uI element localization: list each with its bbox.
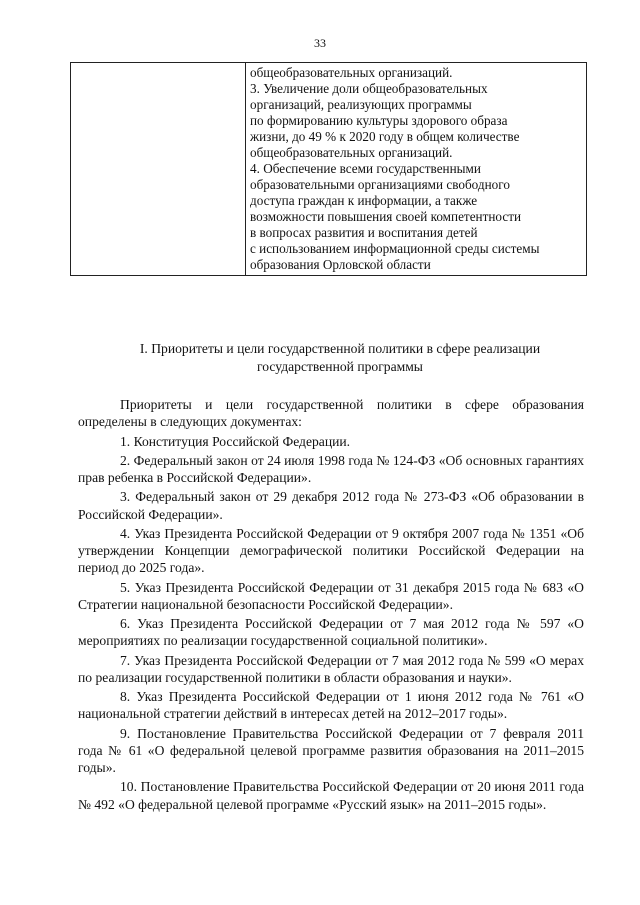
document-list-item: 2. Федеральный закон от 24 июля 1998 года № 124-ФЗ «Об основных гарантиях прав ребенка в Российской Федерации».: [78, 452, 584, 485]
table-line: в вопросах развития и воспитания детей: [250, 225, 478, 240]
table-line: 3. Увеличение доли общеобразовательных: [250, 81, 488, 96]
table-left-cell: [71, 63, 246, 276]
document-list-item: 7. Указ Президента Российской Федерации от 7 мая 2012 года № 599 «О мерах по реализации государственной политики в области образования и науки».: [78, 652, 584, 685]
table-line: общеобразовательных организаций.: [250, 65, 453, 80]
table-line: 4. Обеспечение всеми государственными: [250, 161, 481, 176]
section-heading-line: I. Приоритеты и цели государственной политики в сфере реализации: [139, 341, 541, 356]
document-list-item: 5. Указ Президента Российской Федерации от 31 декабря 2015 года № 683 «О Стратегии национальной безопасности Российской Федерации».: [78, 579, 584, 612]
document-list-item: 1. Конституция Российской Федерации.: [120, 433, 351, 449]
page-number: 33: [314, 36, 326, 50]
document-list-item: 6. Указ Президента Российской Федерации от 7 мая 2012 года № 597 «О мероприятиях по реализации государственной социальной политики».: [78, 616, 584, 649]
document-list-item: 10. Постановление Правительства Российской Федерации от 20 июня 2011 года № 492 «О федеральной целевой программе «Русский язык» на 2011–2015 годы».: [78, 779, 584, 812]
table-right-cell: [246, 63, 587, 276]
document-list-item: 4. Указ Президента Российской Федерации от 9 октября 2007 года № 1351 «Об утверждении Концепции демографической политики Российской Федерации на период до 2025 года».: [78, 525, 584, 576]
section-heading-line: государственной программы: [257, 359, 423, 374]
table-row: [71, 63, 587, 276]
section-intro: Приоритеты и цели государственной политики в сфере образования определены в следующих документах:: [78, 397, 584, 430]
section-body: [78, 396, 584, 815]
continuation-table: [70, 62, 587, 276]
document-list-item: 9. Постановление Правительства Российской Федерации от 7 февраля 2011 года № 61 «О федеральной целевой программе развития образования на 2011–2015 годы».: [78, 725, 584, 776]
table-line: образовательными организациями свободного: [250, 177, 510, 192]
section-heading: [90, 340, 590, 376]
table-line: возможности повышения своей компетентности: [250, 209, 522, 224]
document-list-item: 8. Указ Президента Российской Федерации от 1 июня 2012 года № 761 «О национальной стратегии действий в интересах детей на 2012–2017 годы».: [78, 689, 584, 722]
table-line: организаций, реализующих программы: [250, 97, 472, 112]
table-line: по формированию культуры здорового образа: [250, 113, 508, 128]
table-line: доступа граждан к информации, а также: [250, 193, 478, 208]
table-line: жизни, до 49 % к 2020 году в общем количестве: [250, 129, 520, 144]
table-line: образования Орловской области: [250, 257, 431, 272]
table-line: с использованием информационной среды системы: [250, 241, 540, 256]
document-list-item: 3. Федеральный закон от 29 декабря 2012 года № 273-ФЗ «Об образовании в Российской Федерации».: [78, 489, 584, 522]
table-line: общеобразовательных организаций.: [250, 145, 453, 160]
